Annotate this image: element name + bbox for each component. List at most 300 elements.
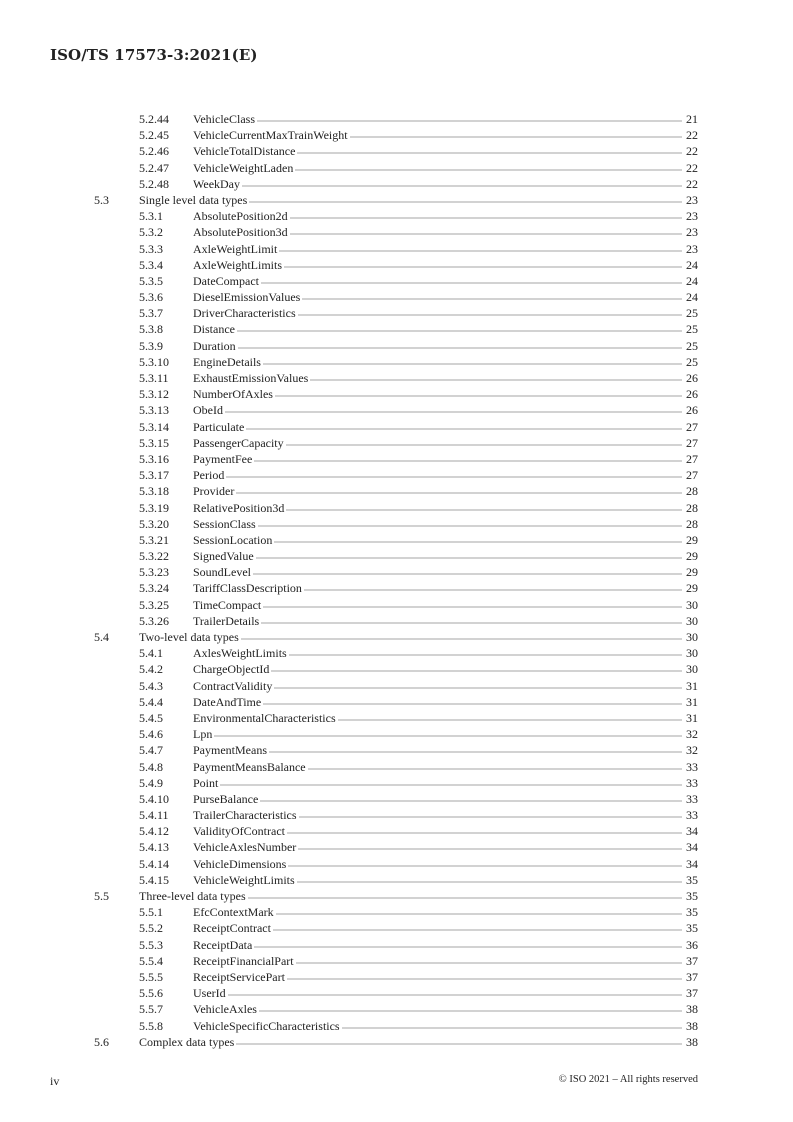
toc-entry-page: 25 [686, 306, 698, 321]
dot-leader [236, 484, 682, 494]
toc-entry-line [193, 823, 698, 839]
toc-entry-number: 5.3.21 [139, 532, 169, 547]
dot-leader [263, 355, 682, 365]
toc-entry-page: 34 [686, 856, 698, 871]
toc-entry[interactable] [0, 597, 793, 613]
toc-entry-line [193, 143, 698, 159]
toc-entry-number: 5.3.2 [139, 225, 163, 240]
dot-leader [287, 970, 682, 980]
toc-entry[interactable] [0, 694, 793, 710]
toc-entry-title: ReceiptData [193, 937, 253, 952]
toc-entry-number: 5.3.1 [139, 209, 163, 224]
toc-entry-line [193, 273, 698, 289]
toc-entry-title: VehicleClass [193, 112, 255, 126]
dot-leader [248, 889, 682, 899]
dot-leader [226, 468, 682, 478]
toc-entry[interactable] [0, 775, 793, 791]
toc-entry-page: 25 [686, 322, 698, 337]
toc-entry-line [193, 759, 698, 775]
toc-entry-title: Three-level data types [139, 889, 246, 903]
toc-entry-line [193, 678, 698, 694]
toc-entry-page: 23 [686, 241, 698, 256]
toc-entry-number: 5.3.17 [139, 468, 169, 483]
dot-leader [286, 501, 682, 511]
toc-entry-line [193, 224, 698, 240]
toc-entry-title: VehicleWeightLimits [193, 872, 295, 887]
toc-entry-title: ExhaustEmissionValues [193, 371, 309, 385]
dot-leader [350, 128, 682, 138]
dot-leader [249, 193, 682, 203]
toc-entry-page: 28 [686, 516, 698, 531]
toc-entry[interactable] [0, 435, 793, 451]
toc-entry-number: 5.3.10 [139, 354, 169, 369]
toc-entry-page: 34 [686, 824, 698, 839]
toc-entry-number: 5.3.15 [139, 435, 169, 450]
toc-entry-number: 5.5.4 [139, 953, 163, 968]
toc-entry-line [193, 548, 698, 564]
toc-entry-page: 37 [686, 953, 698, 968]
toc-entry-title: ObeId [193, 403, 223, 418]
toc-entry-line [193, 953, 698, 969]
toc-entry[interactable] [0, 953, 793, 969]
toc-entry-title: PassengerCapacity [193, 435, 284, 450]
dot-leader [261, 614, 682, 624]
toc-entry-page: 30 [686, 630, 698, 644]
toc-entry-title: DriverCharacteristics [193, 306, 296, 321]
toc-entry-number: 5.4.12 [139, 824, 169, 839]
toc-entry-line [193, 241, 698, 257]
toc-entry-number: 5.3.26 [139, 613, 169, 628]
toc-entry-page: 35 [686, 921, 698, 936]
dot-leader [254, 938, 682, 948]
toc-entry[interactable] [0, 483, 793, 499]
toc-entry-line [193, 354, 698, 370]
dot-leader [259, 1002, 682, 1012]
toc-entry-title: Provider [193, 484, 235, 499]
toc-entry[interactable] [0, 613, 793, 629]
toc-entry[interactable] [0, 726, 793, 742]
dot-leader [308, 760, 682, 770]
toc-entry[interactable] [0, 111, 793, 127]
toc-entry-page: 29 [686, 532, 698, 547]
toc-entry-page: 32 [686, 727, 698, 742]
toc-entry-title: SoundLevel [193, 565, 251, 580]
toc-entry[interactable] [0, 176, 793, 192]
toc-entry-title: ContractValidity [193, 678, 273, 693]
toc-entry-title: WeekDay [193, 176, 241, 191]
toc-entry-page: 31 [686, 694, 698, 709]
toc-entry-page: 30 [686, 597, 698, 612]
toc-entry-page: 27 [686, 451, 698, 466]
toc-entry-title: VehicleSpecificCharacteristics [193, 1018, 340, 1033]
toc-entry-line [193, 791, 698, 807]
toc-entry-title: TariffClassDescription [193, 581, 302, 596]
dot-leader [220, 776, 682, 786]
toc-entry[interactable] [0, 208, 793, 224]
toc-entry-page: 25 [686, 338, 698, 353]
dot-leader [286, 436, 682, 446]
toc-entry-title: RelativePosition3d [193, 500, 285, 515]
toc-entry[interactable] [0, 321, 793, 337]
toc-entry-page: 22 [686, 128, 698, 143]
toc-entry-title: VehicleAxlesNumber [193, 840, 297, 855]
toc-entry-line [193, 500, 698, 516]
toc-entry-line [193, 208, 698, 224]
toc-entry[interactable] [0, 289, 793, 305]
toc-entry-line [193, 597, 698, 613]
toc-entry-number: 5.5.6 [139, 986, 163, 1001]
toc-entry-number: 5.4.7 [139, 743, 163, 758]
toc-entry-number: 5.4.2 [139, 662, 163, 677]
toc-entry-page: 29 [686, 581, 698, 596]
toc-entry-number: 5.3.3 [139, 241, 163, 256]
toc-entry-page: 23 [686, 192, 698, 207]
dot-leader [338, 711, 682, 721]
toc-entry[interactable] [0, 305, 793, 321]
toc-entry-number: 5.3.19 [139, 500, 169, 515]
toc-entry-number: 5.3.25 [139, 597, 169, 612]
dot-leader [296, 954, 682, 964]
toc-entry-page: 21 [686, 112, 698, 126]
toc-entry-number: 5.3.4 [139, 257, 163, 272]
page-number: iv [50, 1074, 60, 1088]
toc-entry-title: SignedValue [193, 549, 254, 564]
toc-entry-title: VehicleTotalDistance [193, 144, 296, 159]
toc-entry-title: Lpn [193, 727, 213, 742]
toc-entry-line [193, 160, 698, 176]
dot-leader [284, 258, 682, 268]
toc-entry-line [193, 483, 698, 499]
toc-entry-title: SessionClass [193, 516, 256, 531]
toc-entry-line [193, 402, 698, 418]
dot-leader [237, 322, 682, 332]
toc-entry[interactable] [0, 856, 793, 872]
toc-entry-number: 5.3.8 [139, 322, 163, 337]
toc-entry[interactable] [0, 580, 793, 596]
toc-entry[interactable] [0, 678, 793, 694]
toc-entry[interactable] [0, 419, 793, 435]
dot-leader [288, 857, 682, 867]
toc-entry-title: Particulate [193, 419, 245, 434]
toc-entry-line [193, 257, 698, 273]
toc-entry-page: 33 [686, 791, 698, 806]
toc-entry-page: 31 [686, 710, 698, 725]
toc-entry[interactable] [0, 759, 793, 775]
toc-entry-title: DateCompact [193, 273, 259, 288]
toc-entry-number: 5.2.48 [139, 176, 169, 191]
toc-entry[interactable] [0, 564, 793, 580]
toc-entry-title: VehicleWeightLaden [193, 160, 294, 175]
dot-leader [225, 403, 682, 413]
toc-entry-title: AbsolutePosition3d [193, 225, 288, 240]
toc-entry[interactable] [0, 370, 793, 386]
dot-leader [279, 242, 682, 252]
toc-entry-number: 5.3.13 [139, 403, 169, 418]
toc-entry-number: 5.3.18 [139, 484, 169, 499]
dot-leader [228, 986, 682, 996]
toc-entry[interactable] [0, 985, 793, 1001]
dot-leader [271, 662, 682, 672]
toc-entry-page: 30 [686, 646, 698, 661]
toc-entry-page: 38 [686, 1018, 698, 1033]
toc-entry-title: ChargeObjectId [193, 662, 270, 677]
dot-leader [302, 290, 682, 300]
toc-entry-number: 5.5.8 [139, 1018, 163, 1033]
toc-entry-page: 22 [686, 160, 698, 175]
toc-entry-number: 5.4.1 [139, 646, 163, 661]
toc-entry[interactable] [0, 160, 793, 176]
toc-entry-number: 5.4.9 [139, 775, 163, 790]
toc-entry-title: VehicleDimensions [193, 856, 287, 871]
toc-entry-title: Distance [193, 322, 235, 337]
toc-entry[interactable] [0, 467, 793, 483]
toc-entry[interactable] [0, 548, 793, 564]
toc-entry-line [193, 419, 698, 435]
toc-entry[interactable] [0, 1018, 793, 1034]
toc-entry[interactable] [0, 904, 793, 920]
toc-entry-line [193, 613, 698, 629]
toc-entry[interactable] [0, 645, 793, 661]
toc-entry-title: AxleWeightLimit [193, 241, 278, 256]
toc-entry-number: 5.5 [94, 889, 109, 903]
toc-entry[interactable] [0, 143, 793, 159]
toc-entry-number: 5.4.11 [139, 808, 169, 823]
toc-entry[interactable] [0, 354, 793, 370]
toc-entry-page: 26 [686, 403, 698, 418]
toc-entry[interactable] [0, 920, 793, 936]
toc-entry[interactable] [0, 937, 793, 953]
toc-entry-title: EngineDetails [193, 354, 261, 369]
dot-leader [342, 1019, 682, 1029]
toc-entry[interactable] [0, 1001, 793, 1017]
toc-entry-page: 25 [686, 354, 698, 369]
toc-entry-page: 22 [686, 144, 698, 159]
dot-leader [253, 565, 682, 575]
toc-entry-number: 5.3.7 [139, 306, 163, 321]
toc-entry-number: 5.3.11 [139, 371, 169, 385]
toc-entry-page: 22 [686, 176, 698, 191]
toc-entry[interactable] [0, 241, 793, 257]
toc-entry-number: 5.4.5 [139, 710, 163, 725]
toc-entry-number: 5.4.4 [139, 694, 163, 709]
toc-entry-title: EfcContextMark [193, 905, 274, 920]
toc-entry-title: ReceiptFinancialPart [193, 953, 294, 968]
toc-entry-title: AxlesWeightLimits [193, 646, 287, 661]
toc-entry[interactable] [0, 224, 793, 240]
toc-entry-line [193, 969, 698, 985]
toc-entry-number: 5.3.20 [139, 516, 169, 531]
toc-entry-page: 31 [686, 678, 698, 693]
toc-entry[interactable] [0, 192, 793, 208]
toc-entry-line [193, 305, 698, 321]
toc-entry-title: ValidityOfContract [193, 824, 285, 839]
document-header: ISO/TS 17573-3:2021(E) [50, 46, 258, 64]
toc-entry-number: 5.3.5 [139, 273, 163, 288]
toc-entry-page: 27 [686, 419, 698, 434]
toc-entry-page: 35 [686, 889, 698, 903]
toc-entry-title: NumberOfAxles [193, 387, 273, 402]
toc-entry-line [193, 985, 698, 1001]
toc-entry-line [193, 775, 698, 791]
toc-entry[interactable] [0, 273, 793, 289]
toc-entry-page: 24 [686, 273, 698, 288]
toc-entry-number: 5.5.1 [139, 905, 163, 920]
toc-entry-number: 5.2.44 [139, 112, 169, 126]
toc-entry[interactable] [0, 516, 793, 532]
toc-entry-page: 32 [686, 743, 698, 758]
toc-entry-page: 37 [686, 986, 698, 1001]
toc-entry-title: VehicleCurrentMaxTrainWeight [193, 128, 348, 143]
toc-entry-line [193, 839, 698, 855]
dot-leader [214, 727, 682, 737]
dot-leader [304, 581, 682, 591]
dot-leader [290, 209, 682, 219]
toc-entry-title: TimeCompact [193, 597, 262, 612]
toc-entry-line [193, 937, 698, 953]
dot-leader [269, 743, 682, 753]
toc-entry-number: 5.3.6 [139, 290, 163, 305]
toc-entry-title: Period [193, 468, 225, 483]
toc-entry-line [139, 888, 698, 904]
toc-entry-number: 5.5.2 [139, 921, 163, 936]
toc-entry-line [193, 176, 698, 192]
toc-entry[interactable] [0, 661, 793, 677]
dot-leader [274, 679, 682, 689]
dot-leader [257, 112, 682, 122]
dot-leader [287, 824, 682, 834]
toc-entry[interactable] [0, 969, 793, 985]
dot-leader [238, 339, 682, 349]
toc-entry[interactable] [0, 710, 793, 726]
toc-entry-page: 38 [686, 1034, 698, 1049]
toc-entry-page: 38 [686, 1002, 698, 1017]
toc-entry-page: 35 [686, 905, 698, 920]
toc-entry-line [193, 904, 698, 920]
toc-entry-line [193, 127, 698, 143]
toc-entry[interactable] [0, 338, 793, 354]
toc-entry-line [193, 710, 698, 726]
dot-leader [242, 177, 682, 187]
toc-entry-number: 5.4.14 [139, 856, 169, 871]
toc-entry-number: 5.4.6 [139, 727, 163, 742]
toc-entry-page: 23 [686, 209, 698, 224]
dot-leader [298, 840, 682, 850]
toc-entry-number: 5.4.8 [139, 759, 163, 774]
toc-entry-number: 5.2.45 [139, 128, 169, 143]
toc-entry-page: 33 [686, 775, 698, 790]
toc-entry[interactable] [0, 629, 793, 645]
toc-entry-title: DateAndTime [193, 694, 262, 709]
toc-entry-line [193, 532, 698, 548]
dot-leader [299, 808, 682, 818]
toc-entry-number: 5.3.22 [139, 549, 169, 564]
dot-leader [241, 630, 682, 640]
toc-entry-number: 5.4.3 [139, 678, 163, 693]
toc-entry-line [193, 338, 698, 354]
toc-entry[interactable] [0, 500, 793, 516]
toc-entry-title: AbsolutePosition2d [193, 209, 288, 224]
dot-leader [273, 921, 682, 931]
toc-entry[interactable] [0, 839, 793, 855]
toc-entry[interactable] [0, 532, 793, 548]
toc-entry-title: VehicleAxles [193, 1002, 257, 1017]
toc-entry-line [193, 742, 698, 758]
dot-leader [274, 533, 682, 543]
toc-entry-line [193, 856, 698, 872]
toc-entry-page: 29 [686, 565, 698, 580]
toc-entry-page: 37 [686, 969, 698, 984]
toc-entry-number: 5.3.16 [139, 451, 169, 466]
toc-entry-page: 34 [686, 840, 698, 855]
toc-entry-line [139, 1034, 698, 1050]
toc-entry-page: 33 [686, 759, 698, 774]
toc-entry-number: 5.4.10 [139, 791, 169, 806]
toc-entry-number: 5.3.9 [139, 338, 163, 353]
toc-entry-line [193, 580, 698, 596]
toc-entry-number: 5.5.3 [139, 937, 163, 952]
toc-entry[interactable] [0, 791, 793, 807]
toc-entry-title: PaymentMeansBalance [193, 759, 306, 774]
toc-entry-number: 5.4.15 [139, 872, 169, 887]
toc-entry-page: 30 [686, 613, 698, 628]
toc-entry-number: 5.3.24 [139, 581, 169, 596]
toc-entry-title: UserId [193, 986, 226, 1001]
dot-leader [260, 792, 682, 802]
toc-entry-number: 5.6 [94, 1034, 109, 1049]
table-of-contents [0, 111, 793, 1050]
toc-entry-number: 5.5.7 [139, 1002, 163, 1017]
toc-entry-title: TrailerDetails [193, 613, 260, 628]
toc-entry-line [193, 645, 698, 661]
toc-entry[interactable] [0, 742, 793, 758]
toc-entry-page: 36 [686, 937, 698, 952]
toc-entry-number: 5.2.47 [139, 160, 169, 175]
toc-entry-page: 23 [686, 225, 698, 240]
dot-leader [258, 517, 682, 527]
toc-entry[interactable] [0, 872, 793, 888]
toc-entry[interactable] [0, 402, 793, 418]
toc-entry-line [193, 370, 698, 386]
toc-entry[interactable] [0, 807, 793, 823]
toc-entry-number: 5.3.12 [139, 387, 169, 402]
toc-entry[interactable] [0, 386, 793, 402]
toc-entry-title: Duration [193, 338, 236, 353]
toc-entry[interactable] [0, 1034, 793, 1050]
copyright-notice: © ISO 2021 – All rights reserved [558, 1074, 698, 1085]
toc-entry-line [193, 435, 698, 451]
dot-leader [290, 225, 682, 235]
dot-leader [298, 306, 682, 316]
toc-entry-line [193, 694, 698, 710]
toc-entry-number: 5.4 [94, 630, 109, 644]
toc-entry-number: 5.3.23 [139, 565, 169, 580]
toc-entry-number: 5.3.14 [139, 419, 169, 434]
dot-leader [254, 452, 682, 462]
toc-entry-page: 24 [686, 290, 698, 305]
toc-entry[interactable] [0, 823, 793, 839]
toc-entry-title: ReceiptContract [193, 921, 271, 936]
dot-leader [310, 371, 682, 381]
toc-entry[interactable] [0, 888, 793, 904]
toc-entry[interactable] [0, 127, 793, 143]
toc-entry-title: Complex data types [139, 1034, 235, 1049]
toc-entry-page: 28 [686, 484, 698, 499]
toc-entry[interactable] [0, 257, 793, 273]
toc-entry-number: 5.5.5 [139, 969, 163, 984]
toc-entry-title: ReceiptServicePart [193, 969, 285, 984]
toc-entry-page: 28 [686, 500, 698, 515]
toc-entry[interactable] [0, 451, 793, 467]
